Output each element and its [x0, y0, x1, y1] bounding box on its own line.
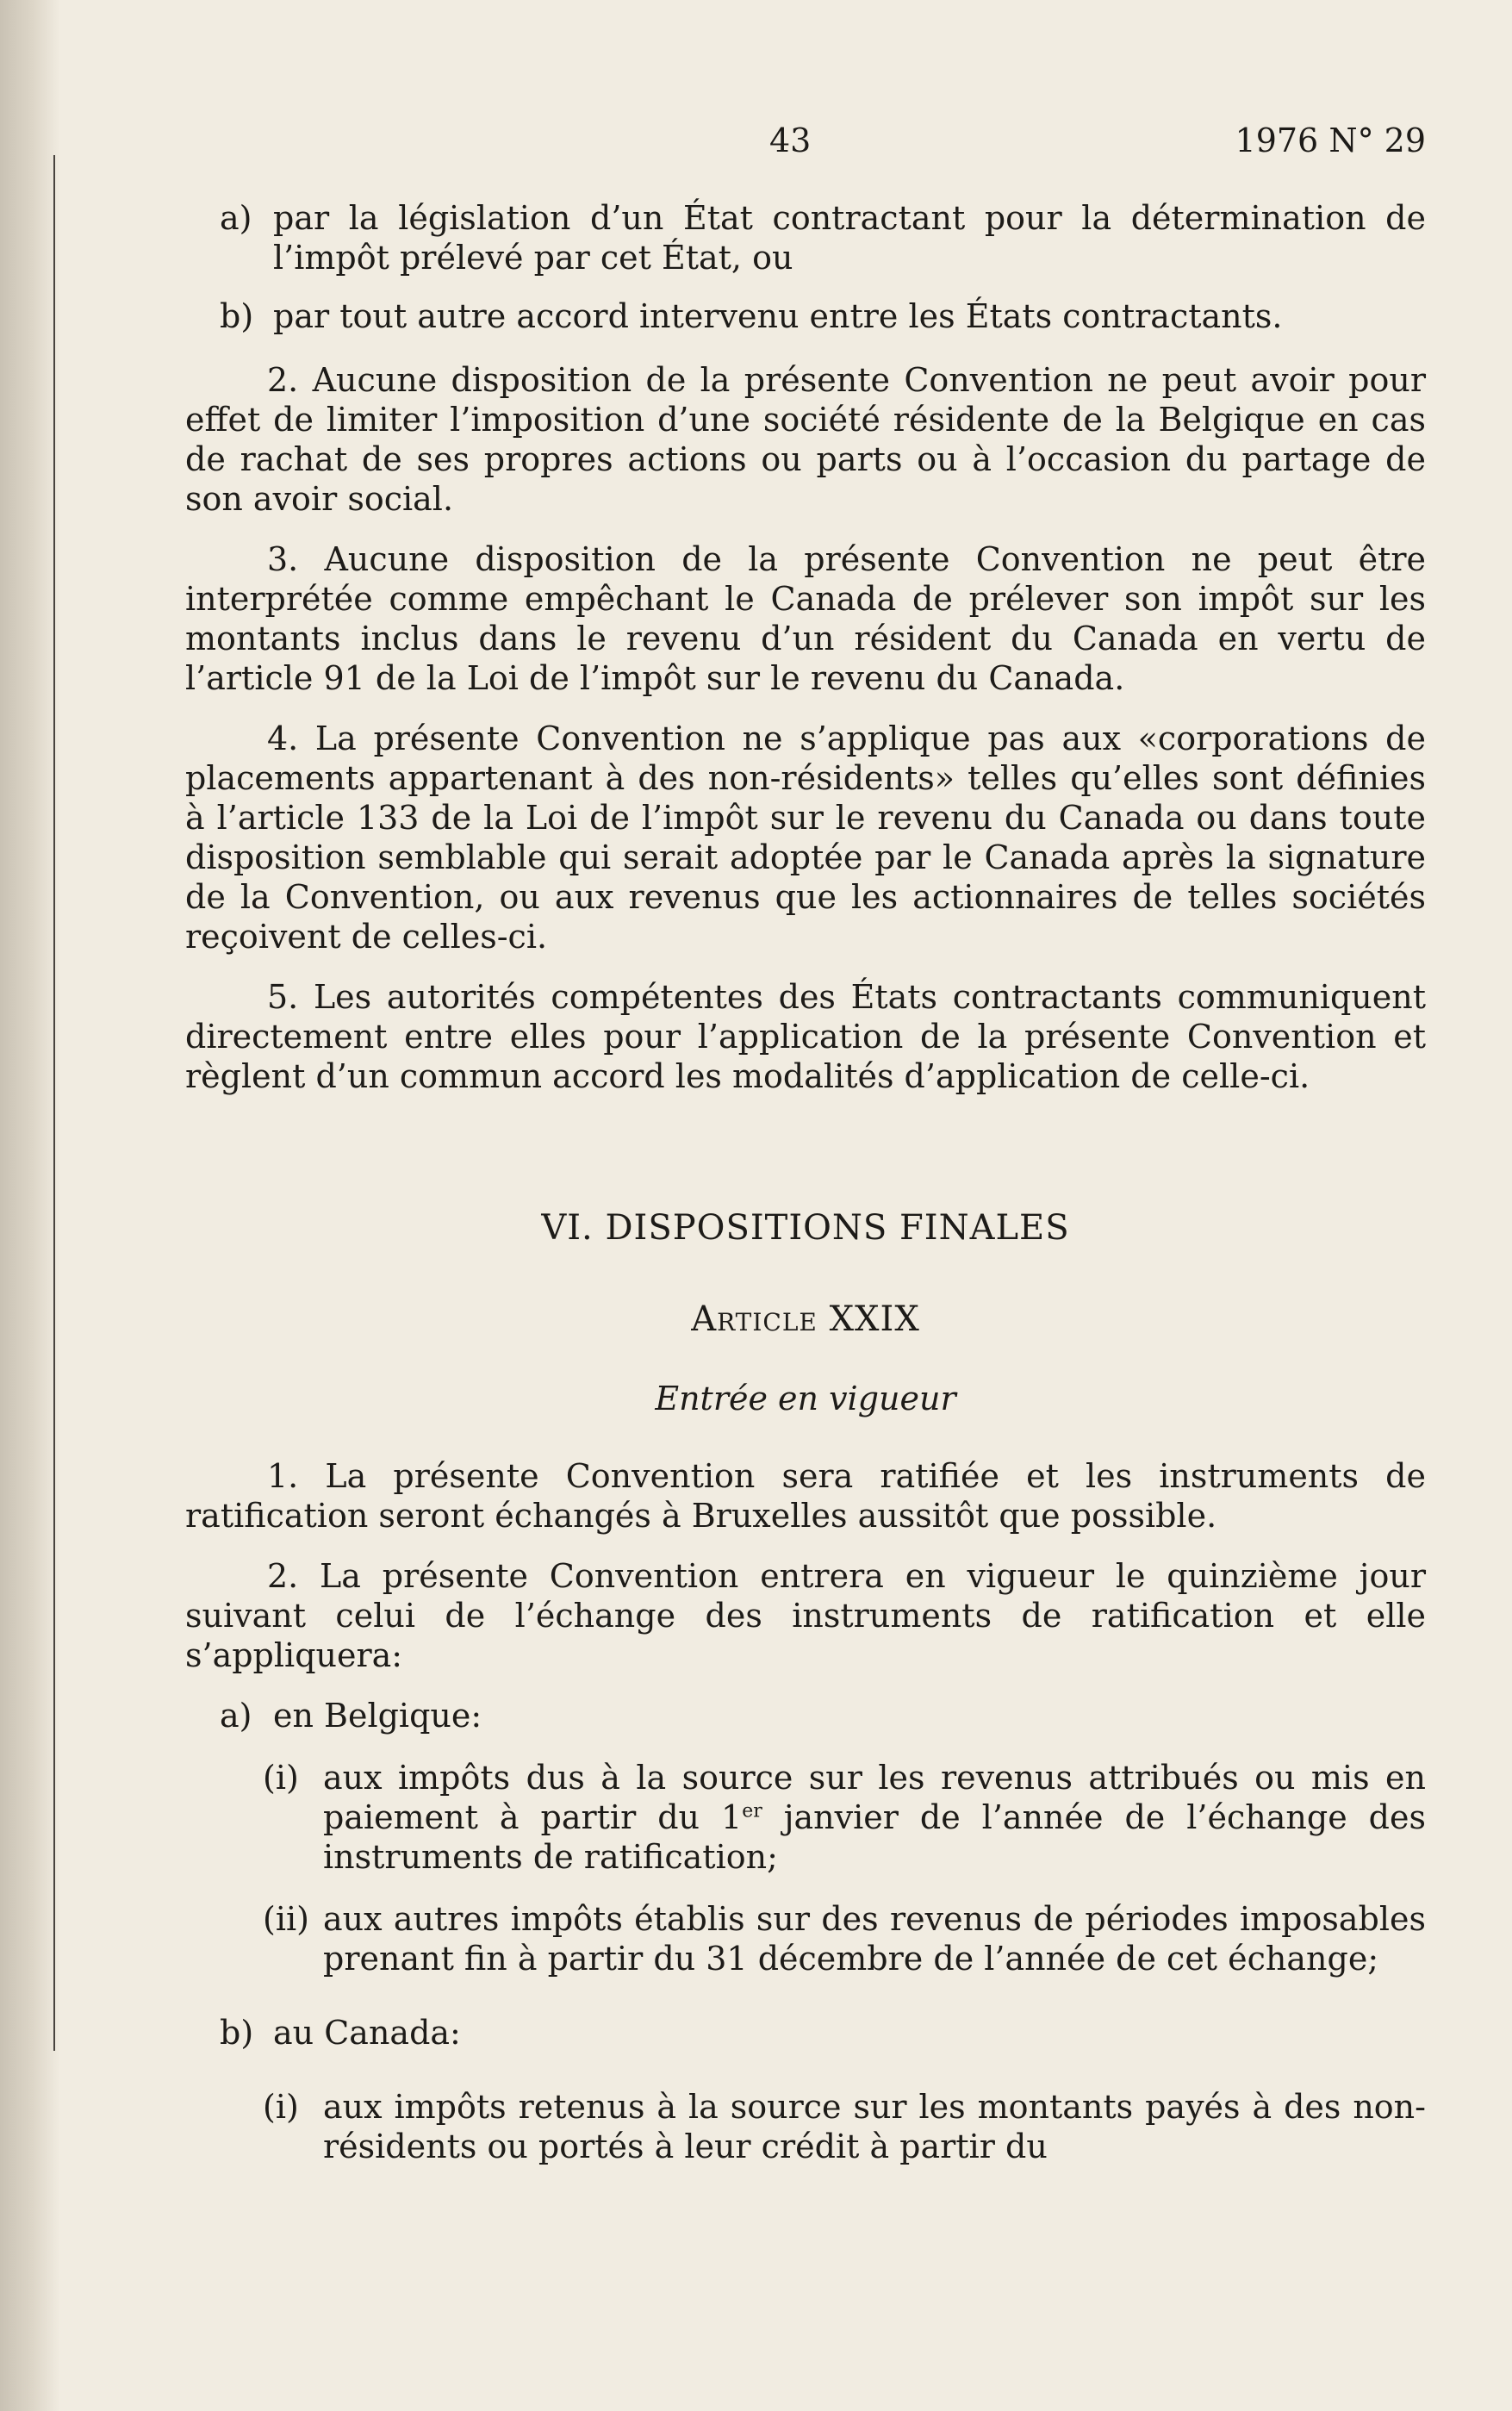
paragraph-2: 2. Aucune disposition de la présente Convention ne peut avoir pour effet de limiter l’imposition d’une société résidente de la Belgique en cas de rachat de ses propres actions ou parts ou à l’occasion du partage de son avoir social. — [185, 361, 1426, 518]
paragraph-5: 5. Les autorités compétentes des États contractants communiquent directement entre elles pour l’application de la présente Convention et règlent d’un commun accord les modalités d’application de celle-ci. — [185, 978, 1426, 1095]
item-label: a) — [220, 199, 252, 237]
section-title: VI. DISPOSITIONS FINALES — [541, 1208, 1070, 1248]
page-header — [185, 121, 1426, 172]
sub-item-label: (ii) — [263, 1900, 309, 1938]
item-label: b) — [220, 297, 254, 335]
list-item-canada — [220, 2013, 1426, 2053]
superscript: er — [742, 1800, 762, 1822]
text-part: aux impôts dus à la source sur les revenus attribués ou mis en paiement à partir du 1 — [323, 1759, 1426, 1836]
item-text: par la législation d’un État contractant pour la détermination de l’impôt prélevé par cet État, ou — [273, 199, 1426, 277]
item-label: a) — [220, 1697, 252, 1735]
sub-item — [263, 1899, 1426, 1978]
article-title: Article XXIX — [691, 1299, 920, 1339]
item-label: b) — [220, 2014, 254, 2052]
sub-item — [263, 2087, 1426, 2166]
item-text: par tout autre accord intervenu entre les États contractants. — [273, 297, 1283, 335]
paragraph-3: 3. Aucune disposition de la présente Convention ne peut être interprétée comme empêchant le Canada de prélever son impôt sur les montants inclus dans le revenu d’un résident du Canada en vertu de l’article 91 de la Loi de l’impôt sur le revenu du Canada. — [185, 540, 1426, 697]
article-subtitle: Entrée en vigueur — [655, 1380, 956, 1417]
list-item-belgium — [220, 1696, 1426, 1735]
sub-item-label: (i) — [263, 1759, 299, 1797]
article-paragraph-1: 1. La présente Convention sera ratifiée et les instruments de ratification seront échangés à Bruxelles aussitôt que possible. — [185, 1457, 1426, 1535]
list-item — [220, 296, 1426, 336]
document-page — [185, 121, 1426, 2189]
binding-line — [53, 155, 55, 2051]
item-text: en Belgique: — [273, 1697, 482, 1735]
sub-item-text: aux impôts retenus à la source sur les montants payés à des non-résidents ou portés à leur crédit à partir du — [323, 2088, 1426, 2165]
sub-item-label: (i) — [263, 2088, 299, 2126]
article-paragraph-2: 2. La présente Convention entrera en vigueur le quinzième jour suivant celui de l’échange des instruments de ratification et elle s’appliquera: — [185, 1557, 1426, 1674]
list-item — [220, 198, 1426, 277]
page-number: 43 — [769, 121, 812, 159]
sub-item-text: aux autres impôts établis sur des revenus de périodes imposables prenant fin à partir du 31 décembre de l’année de cet échange; — [323, 1900, 1426, 1978]
item-text: au Canada: — [273, 2014, 461, 2052]
paragraph-4: 4. La présente Convention ne s’applique pas aux «corporations de placements appartenant à des non-résidents» telles qu’elles sont définies à l’article 133 de la Loi de l’impôt sur le revenu du Canada ou dans toute disposition semblable qui serait adoptée par le Canada après la signature de la Convention, ou aux revenus que les actionnaires de telles sociétés reçoivent de celles-ci. — [185, 720, 1426, 956]
page-gutter-shadow — [0, 0, 60, 2411]
sub-item — [263, 1758, 1426, 1877]
text-part: janvier de l’année de l’échange des instruments de ratification; — [323, 1798, 1426, 1876]
document-reference: 1976 N° 29 — [1235, 121, 1426, 159]
sub-item-text — [323, 1758, 1426, 1877]
